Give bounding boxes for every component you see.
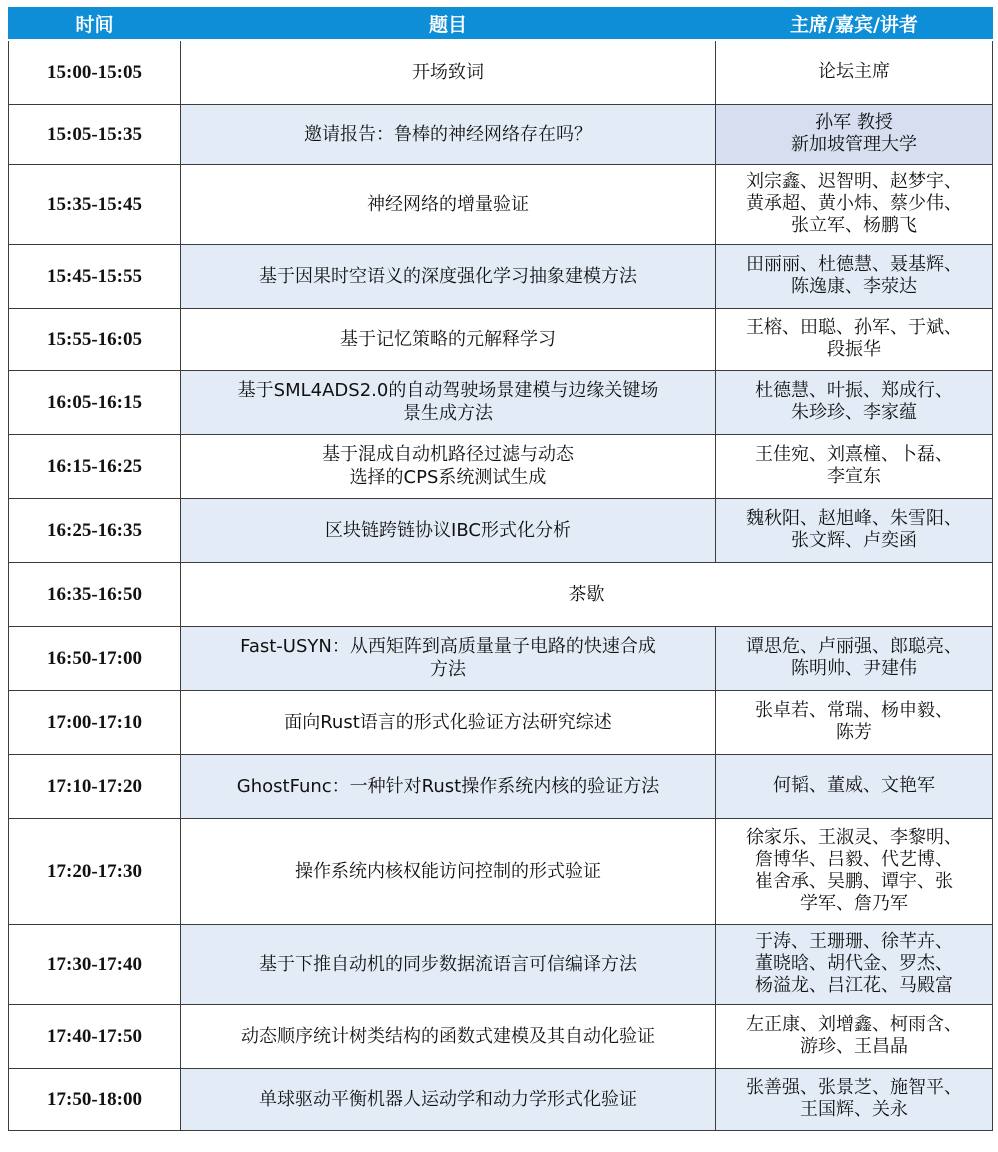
- session-time: 16:35-16:50: [9, 562, 181, 626]
- speaker-line: 杜德慧、叶振、郑成行、: [755, 380, 953, 401]
- speaker-line: 刘宗鑫、迟智明、赵梦宇、: [746, 171, 962, 192]
- session-title-line: Fast-USYN：从西矩阵到高质量量子电路的快速合成: [240, 636, 656, 657]
- session-title: 区块链跨链协议IBC形式化分析: [181, 498, 716, 562]
- speaker-line: 陈芳: [836, 722, 872, 743]
- session-title: 面向Rust语言的形式化验证方法研究综述: [181, 690, 716, 754]
- session-title-line: 方法: [430, 659, 466, 680]
- speaker-line: 孙军 教授: [815, 112, 893, 133]
- schedule-row: [9, 818, 993, 924]
- session-time: 17:40-17:50: [9, 1004, 181, 1068]
- session-speakers: [716, 924, 993, 1004]
- speaker-line: 张善强、张景芝、施智平、: [746, 1077, 962, 1098]
- speaker-line: 王佳宛、刘熹橦、卜磊、: [755, 444, 953, 465]
- speaker-line: 段振华: [827, 339, 881, 360]
- session-speakers: [716, 370, 993, 434]
- schedule-row: [9, 754, 993, 818]
- session-speakers: [716, 626, 993, 690]
- schedule-body: [9, 40, 993, 1130]
- session-title: [181, 370, 716, 434]
- speaker-line: 董晓晗、胡代金、罗杰、: [755, 953, 953, 974]
- speaker-line: 陈逸康、李荥达: [791, 276, 917, 297]
- session-title-line: 选择的CPS系统测试生成: [349, 467, 547, 488]
- session-title: 神经网络的增量验证: [181, 164, 716, 244]
- speaker-line: 于涛、王珊珊、徐芊卉、: [755, 931, 953, 952]
- speaker-line: 左正康、刘增鑫、柯雨含、: [746, 1014, 962, 1035]
- schedule-row: [9, 40, 993, 104]
- schedule-row: [9, 626, 993, 690]
- session-time: 17:00-17:10: [9, 690, 181, 754]
- schedule-row: [9, 1068, 993, 1130]
- session-speakers: [716, 754, 993, 818]
- session-title: 基于下推自动机的同步数据流语言可信编译方法: [181, 924, 716, 1004]
- session-title: [181, 626, 716, 690]
- session-speakers: [716, 498, 993, 562]
- speaker-line: 崔舍承、吴鹏、谭宇、张: [755, 871, 953, 892]
- speaker-line: 王国辉、关永: [800, 1099, 908, 1120]
- speaker-line: 论坛主席: [818, 61, 890, 83]
- session-time: 16:50-17:00: [9, 626, 181, 690]
- speaker-line: 黄承超、黄小炜、蔡少伟、: [746, 193, 962, 214]
- speaker-line: 王榕、田聪、孙军、于斌、: [746, 317, 962, 338]
- schedule-row: [9, 164, 993, 244]
- speaker-line: 张卓若、常瑞、杨申毅、: [755, 700, 953, 721]
- session-speakers: [716, 1068, 993, 1130]
- speaker-line: 李宣东: [827, 466, 881, 487]
- session-time: 16:25-16:35: [9, 498, 181, 562]
- schedule-row: [9, 434, 993, 498]
- schedule-row: [9, 498, 993, 562]
- session-speakers: [716, 818, 993, 924]
- session-time: 15:00-15:05: [9, 40, 181, 104]
- speaker-line: 谭思危、卢丽强、郎聪亮、: [746, 636, 962, 657]
- header-title: 题目: [181, 8, 716, 41]
- schedule-row: [9, 562, 993, 626]
- session-title: GhostFunc：一种针对Rust操作系统内核的验证方法: [181, 754, 716, 818]
- header-time: 时间: [9, 8, 181, 41]
- session-title: 基于因果时空语义的深度强化学习抽象建模方法: [181, 244, 716, 308]
- speaker-line: 游珍、王昌晶: [800, 1036, 908, 1057]
- session-time: 15:55-16:05: [9, 308, 181, 370]
- schedule-row: [9, 924, 993, 1004]
- session-title: 开场致词: [181, 40, 716, 104]
- session-title-line: 基于混成自动机路径过滤与动态: [322, 444, 574, 465]
- speaker-line: 朱珍珍、李家蕴: [791, 402, 917, 423]
- session-time: 17:10-17:20: [9, 754, 181, 818]
- session-time: 15:05-15:35: [9, 104, 181, 164]
- speaker-line: 徐家乐、王淑灵、李黎明、: [746, 827, 962, 848]
- schedule-row: [9, 308, 993, 370]
- schedule-row: [9, 104, 993, 164]
- speaker-line: 学军、詹乃军: [800, 893, 908, 914]
- speaker-line: 新加坡管理大学: [791, 134, 917, 155]
- session-speakers: [716, 40, 993, 104]
- speaker-line: 张文辉、卢奕函: [791, 530, 917, 551]
- schedule-row: [9, 690, 993, 754]
- session-title: 茶歇: [181, 562, 993, 626]
- session-title: 操作系统内核权能访问控制的形式验证: [181, 818, 716, 924]
- session-speakers: [716, 308, 993, 370]
- speaker-line: 詹博华、吕毅、代艺博、: [755, 849, 953, 870]
- speaker-line: 杨溢龙、吕江花、马殿富: [755, 975, 953, 996]
- speaker-line: 何韬、董威、文艳军: [773, 775, 935, 796]
- session-title-line: 基于SML4ADS2.0的自动驾驶场景建模与边缘关键场: [237, 380, 659, 401]
- speaker-line: 张立军、杨鹏飞: [791, 215, 917, 236]
- header-speaker: 主席/嘉宾/讲者: [716, 8, 993, 41]
- session-time: 15:35-15:45: [9, 164, 181, 244]
- session-title: [181, 434, 716, 498]
- session-speakers: [716, 690, 993, 754]
- session-title: 动态顺序统计树类结构的函数式建模及其自动化验证: [181, 1004, 716, 1068]
- session-title: 基于记忆策略的元解释学习: [181, 308, 716, 370]
- speaker-line: 陈明帅、尹建伟: [791, 658, 917, 679]
- session-title: 单球驱动平衡机器人运动学和动力学形式化验证: [181, 1068, 716, 1130]
- schedule-table: [8, 7, 993, 1131]
- session-speakers: [716, 1004, 993, 1068]
- schedule-row: [9, 1004, 993, 1068]
- session-time: 15:45-15:55: [9, 244, 181, 308]
- speaker-line: 魏秋阳、赵旭峰、朱雪阳、: [746, 508, 962, 529]
- session-time: 16:15-16:25: [9, 434, 181, 498]
- session-title: 邀请报告：鲁棒的神经网络存在吗？: [181, 104, 716, 164]
- session-time: 17:30-17:40: [9, 924, 181, 1004]
- session-speakers: [716, 434, 993, 498]
- session-speakers: [716, 104, 993, 164]
- header-row: [9, 8, 993, 41]
- schedule-row: [9, 244, 993, 308]
- session-time: 17:20-17:30: [9, 818, 181, 924]
- speaker-line: 田丽丽、杜德慧、聂基辉、: [746, 254, 962, 275]
- session-time: 17:50-18:00: [9, 1068, 181, 1130]
- session-speakers: [716, 244, 993, 308]
- schedule-row: [9, 370, 993, 434]
- session-time: 16:05-16:15: [9, 370, 181, 434]
- session-title-line: 景生成方法: [403, 403, 493, 424]
- session-speakers: [716, 164, 993, 244]
